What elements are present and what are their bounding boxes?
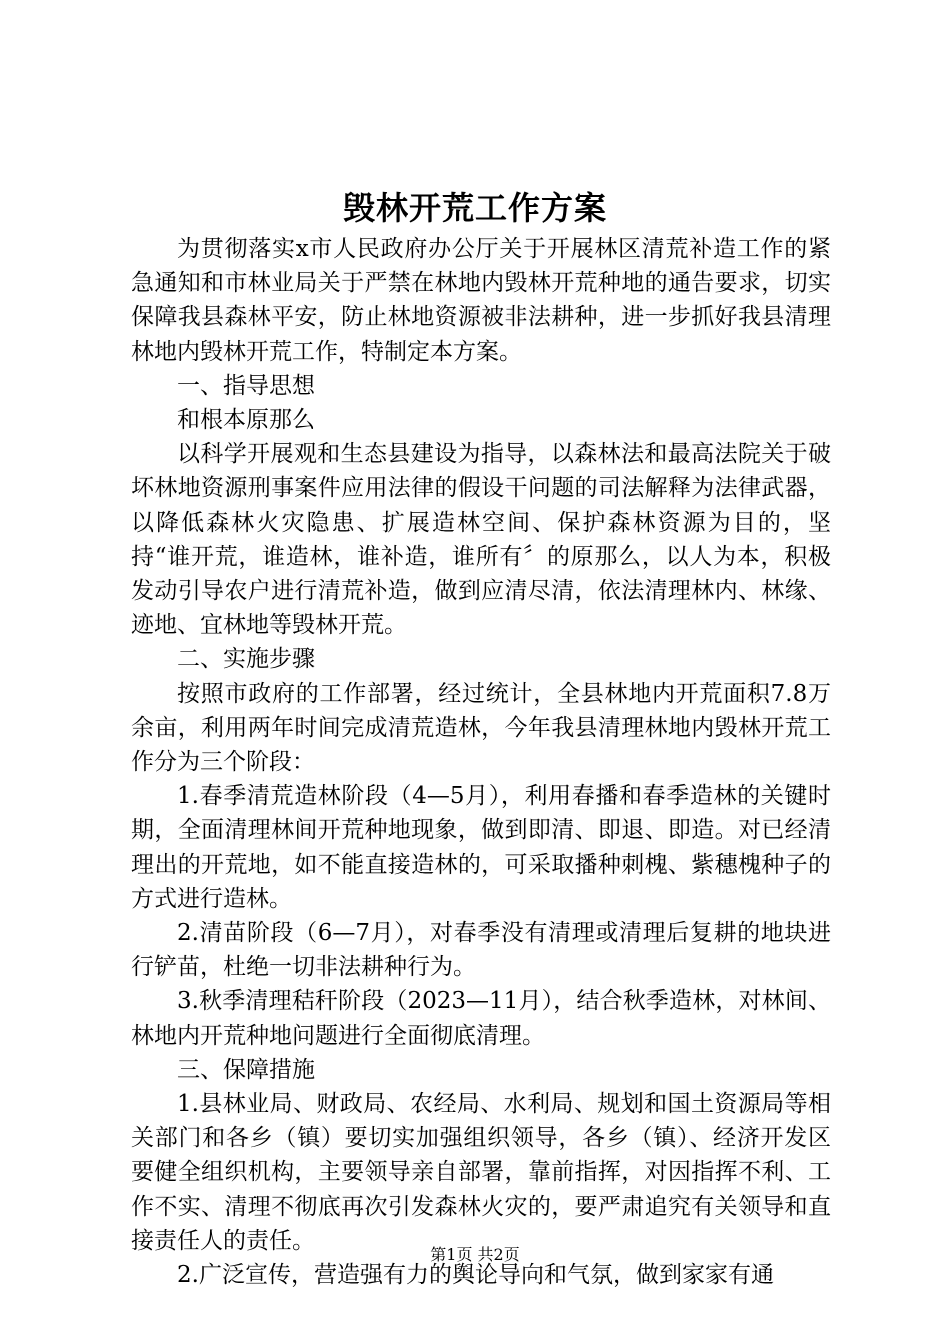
paragraph-guiding-thought: 以科学开展观和生态县建设为指导，以森林法和最高法院关于破坏林地资源刑事案件应用法律的假设干问题的司法解释为法律武器，以降低森林火灾隐患、扩展造林空间、保护森林资源为目的，坚持“谁开荒，谁造林，谁补造，谁所有〞的原那么，以人为本，积极发动引导农户进行清荒补造，做到应清尽清，依法清理林内、林缘、迹地、宜林地等毁林开荒。 xyxy=(131,441,831,639)
paragraph-measure-1: 1.县林业局、财政局、农经局、水利局、规划和国土资源局等相关部门和各乡（镇）要切实加强组织领导，各乡（镇）、经济开发区要健全组织机构，主要领导亲自部署，靠前指挥，对因指挥不利、工作不实、清理不彻底再次引发森林火灾的，要严肃追究有关领导和直接责任人的责任。 xyxy=(131,1091,831,1254)
paragraph-step-2: 2.清苗阶段（6—7月），对春季没有清理或清理后复耕的地块进行铲苗，杜绝一切非法耕种行为。 xyxy=(131,920,831,981)
section-heading-2: 二、实施步骤 xyxy=(177,646,315,673)
paragraph-principle: 和根本原那么 xyxy=(177,407,315,434)
section-heading-3: 三、保障措施 xyxy=(177,1056,315,1083)
section-heading-1: 一、指导思想 xyxy=(177,372,315,399)
paragraph-steps-intro: 按照市政府的工作部署，经过统计，全县林地内开荒面积7.8万余亩，利用两年时间完成清荒造林，今年我县清理林地内毁林开荒工作分为三个阶段： xyxy=(131,680,831,776)
paragraph-measure-2: 2.广泛宣传，营造强有力的舆论导向和气氛，做到家家有通 xyxy=(177,1262,774,1289)
paragraph-step-1: 1.春季清荒造林阶段（4—5月），利用春播和春季造林的关键时期，全面清理林间开荒种地现象，做到即清、即退、即造。对已经清理出的开荒地，如不能直接造林的，可采取播种刺槐、紫穗槐种子的方式进行造林。 xyxy=(131,783,831,912)
paragraph-intro: 为贯彻落实x市人民政府办公厅关于开展林区清荒补造工作的紧急通知和市林业局关于严禁在林地内毁林开荒种地的通告要求，切实保障我县森林平安，防止林地资源被非法耕种，进一步抓好我县清理林地内毁林开荒工作，特制定本方案。 xyxy=(131,236,831,365)
page-number: 第1页 共2页 xyxy=(430,1245,520,1264)
document-title: 毁林开荒工作方案 xyxy=(342,189,607,227)
document-body xyxy=(131,232,831,1292)
paragraph-step-3: 3.秋季清理秸秆阶段（2023—11月），结合秋季造林，对林间、林地内开荒种地问题进行全面彻底清理。 xyxy=(131,988,831,1049)
